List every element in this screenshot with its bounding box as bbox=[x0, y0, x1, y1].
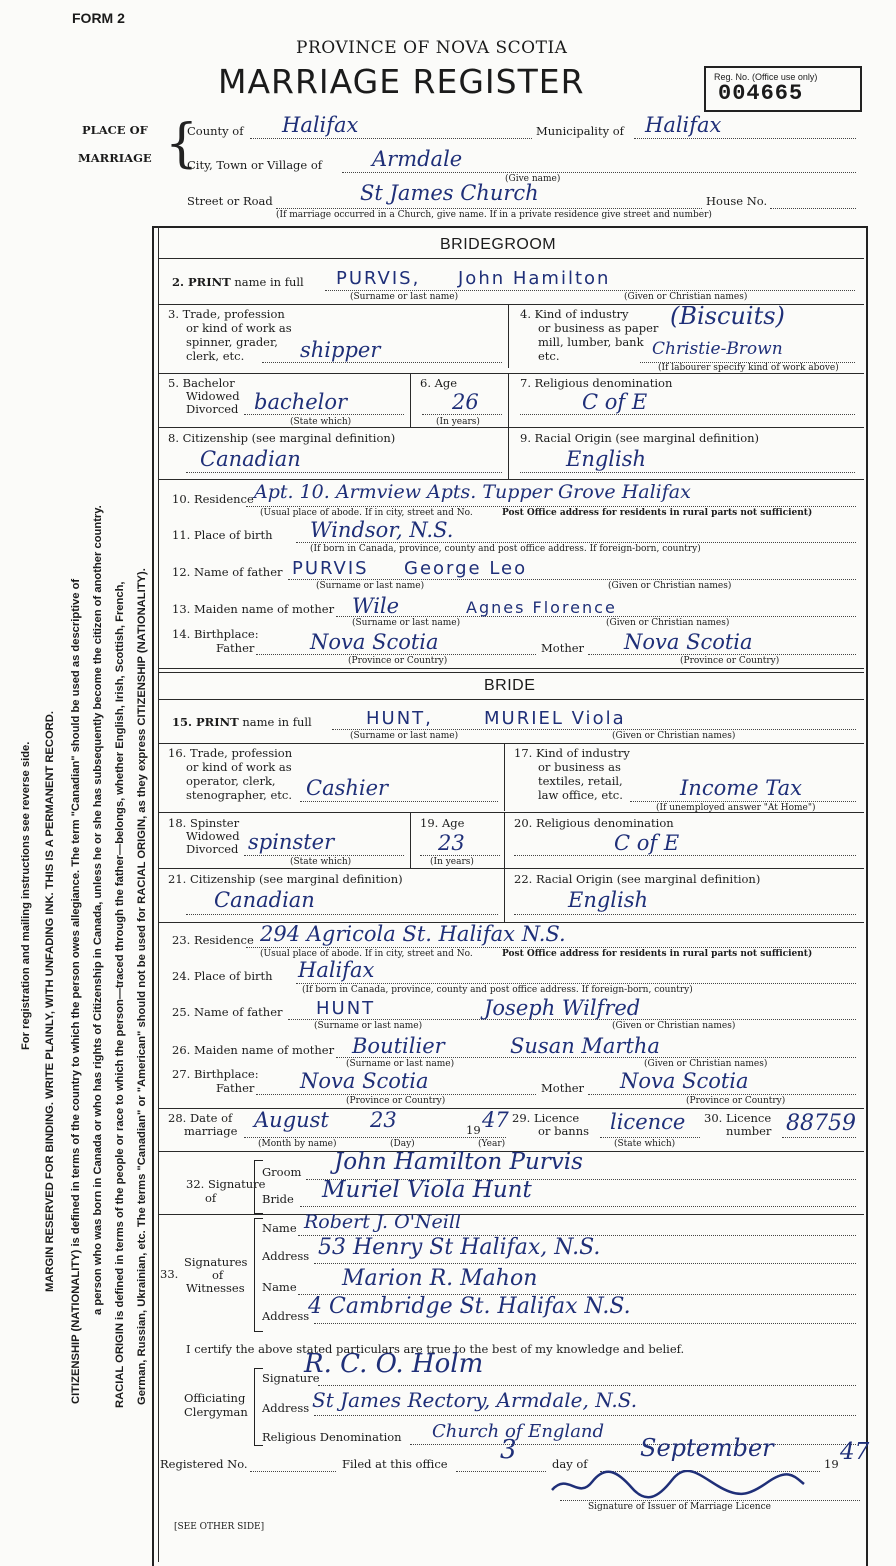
province-country-caption: (Province or Country) bbox=[686, 1096, 786, 1106]
date-label-2: marriage bbox=[184, 1124, 238, 1138]
given-caption: (Given or Christian names) bbox=[612, 731, 736, 741]
groom-status-label-2: Widowed bbox=[186, 389, 240, 403]
groom-citizenship-value: Canadian bbox=[200, 447, 301, 471]
witness1-address-label: Address bbox=[262, 1249, 310, 1263]
groom-age-value: 26 bbox=[452, 390, 479, 414]
date-label-1: 28. Date of bbox=[168, 1111, 233, 1125]
divider bbox=[159, 373, 864, 374]
divider bbox=[159, 258, 864, 259]
bride-residence-value: 294 Agricola St. Halifax N.S. bbox=[260, 922, 566, 946]
given-caption: (Given or Christian names) bbox=[608, 581, 732, 591]
groom-racial-line bbox=[520, 472, 855, 473]
post-office-caption: Post Office address for residents in rural parts not sufficient) bbox=[502, 949, 813, 959]
month-caption: (Month by name) bbox=[258, 1139, 337, 1149]
filed-year: 47 bbox=[840, 1439, 870, 1465]
place-heading-1: PLACE OF bbox=[82, 123, 148, 137]
groom-birthplace-value: Windsor, N.S. bbox=[310, 518, 454, 542]
groom-bp-mother-value: Nova Scotia bbox=[624, 630, 753, 654]
state-which-caption: (State which) bbox=[290, 857, 352, 867]
reg-number-label: Reg. No. (Office use only) bbox=[714, 72, 818, 82]
give-name-caption: (Give name) bbox=[505, 174, 561, 184]
bride-heading: BRIDE bbox=[484, 677, 536, 694]
divider bbox=[159, 868, 864, 869]
bride-signature-line bbox=[300, 1206, 856, 1207]
clergy-denomination-label: Religious Denomination bbox=[262, 1430, 402, 1444]
licence-number-line bbox=[782, 1137, 856, 1138]
street-line bbox=[276, 208, 702, 209]
clergy-denomination: Church of England bbox=[432, 1421, 605, 1442]
post-office-caption: Post Office address for residents in rural parts not sufficient) bbox=[502, 508, 813, 518]
divider bbox=[159, 743, 864, 744]
groom-birthplace-line bbox=[296, 542, 856, 543]
groom-mother-surname: Wile bbox=[352, 594, 400, 618]
bride-trade-label-2: or kind of work as bbox=[186, 760, 292, 774]
bride-industry-label-3: textiles, retail, bbox=[538, 774, 623, 788]
house-label: House No. bbox=[706, 194, 768, 208]
groom-trade-label-4: clerk, etc. bbox=[186, 349, 245, 363]
city-label: City, Town or Village of bbox=[187, 158, 323, 172]
given-caption: (Given or Christian names) bbox=[644, 1059, 768, 1069]
labourer-caption: (If labourer specify kind of work above) bbox=[658, 363, 839, 373]
surname-caption: (Surname or last name) bbox=[350, 292, 459, 302]
given-caption: (Given or Christian names) bbox=[606, 618, 730, 628]
bride-given: MURIEL Viola bbox=[484, 708, 626, 729]
groom-bp-label: 14. Birthplace: bbox=[172, 627, 259, 641]
licence-label-2: or banns bbox=[538, 1124, 590, 1138]
divider bbox=[159, 1214, 864, 1215]
bride-father-label: 25. Name of father bbox=[172, 1005, 283, 1019]
bride-status-line bbox=[244, 855, 404, 856]
bride-bp-mother-line bbox=[588, 1094, 856, 1095]
groom-father-given: George Leo bbox=[404, 558, 528, 579]
in-years-caption: (In years) bbox=[430, 857, 474, 867]
state-which-caption: (State which) bbox=[290, 417, 352, 427]
groom-age-line bbox=[422, 414, 502, 415]
municipality-label: Municipality of bbox=[536, 124, 624, 138]
groom-religion-label: 7. Religious denomination bbox=[520, 376, 673, 390]
marriage-year-prefix: 19 bbox=[466, 1123, 481, 1137]
marriage-year: 47 bbox=[482, 1108, 509, 1132]
groom-father-line bbox=[288, 579, 856, 580]
divider bbox=[508, 304, 509, 368]
reg-number-box bbox=[704, 66, 862, 112]
licence-number-value: 88759 bbox=[786, 1111, 856, 1136]
marriage-day: 23 bbox=[370, 1108, 397, 1132]
certify-text: I certify the above stated particulars are true to the best of my knowledge and belief. bbox=[186, 1342, 685, 1356]
bride-bp-label: 27. Birthplace: bbox=[172, 1067, 259, 1081]
street-label: Street or Road bbox=[187, 194, 273, 208]
groom-bp-mother-label: Mother bbox=[541, 641, 585, 655]
bride-industry-label-1: 17. Kind of industry bbox=[514, 746, 630, 760]
divider bbox=[508, 427, 509, 479]
sidebar-line-1: For registration and mailing instructions see reverse side. bbox=[20, 741, 32, 1050]
day-of-label: day of bbox=[552, 1457, 588, 1471]
bride-signature: Muriel Viola Hunt bbox=[322, 1177, 532, 1203]
province-country-caption: (Province or Country) bbox=[680, 656, 780, 666]
date-line bbox=[244, 1137, 506, 1138]
form-number: FORM 2 bbox=[72, 10, 125, 26]
issuer-signature-mark bbox=[548, 1470, 808, 1500]
groom-bp-mother-line bbox=[588, 654, 856, 655]
bride-birthplace-value: Halifax bbox=[298, 958, 375, 982]
divider bbox=[410, 373, 411, 427]
sidebar-line-5: RACIAL ORIGIN is defined in terms of the people or race to which the person—traced through the father—belongs, whether English, Irish, Scottish, French, bbox=[114, 581, 126, 1408]
licence-label-1: 29. Licence bbox=[512, 1111, 580, 1125]
bride-trade-line bbox=[300, 801, 498, 802]
bride-trade-label-3: operator, clerk, bbox=[186, 774, 276, 788]
bridegroom-heading: BRIDEGROOM bbox=[440, 236, 557, 253]
see-other-side: [SEE OTHER SIDE] bbox=[174, 1522, 265, 1532]
witness1-name-label: Name bbox=[262, 1221, 297, 1235]
bride-birthplace-label: 24. Place of birth bbox=[172, 969, 273, 983]
groom-industry-label-4: etc. bbox=[538, 349, 560, 363]
groom-trade-value: shipper bbox=[300, 338, 381, 362]
witness2-address-line bbox=[314, 1323, 856, 1324]
witness1-address: 53 Henry St Halifax, N.S. bbox=[318, 1235, 601, 1260]
groom-religion-line bbox=[520, 414, 855, 415]
divider bbox=[159, 812, 864, 813]
day-caption: (Day) bbox=[390, 1139, 415, 1149]
bride-religion-label: 20. Religious denomination bbox=[514, 816, 674, 830]
groom-mother-given: Agnes Florence bbox=[466, 598, 617, 617]
divider bbox=[159, 699, 864, 700]
bride-bp-mother-value: Nova Scotia bbox=[620, 1069, 749, 1093]
bride-industry-value: Income Tax bbox=[680, 776, 802, 800]
witness2-address: 4 Cambridge St. Halifax N.S. bbox=[308, 1294, 631, 1319]
issuer-signature-icon bbox=[548, 1470, 808, 1500]
groom-industry-label-1: 4. Kind of industry bbox=[520, 307, 629, 321]
sidebar-line-2: MARGIN RESERVED FOR BINDING. WRITE PLAINLY, WITH UNFADING INK. THIS IS A PERMANENT RECORD. bbox=[44, 711, 56, 1292]
groom-status-line bbox=[244, 414, 404, 415]
filed-label: Filed at this office bbox=[342, 1457, 448, 1471]
bride-bp-father-label: Father bbox=[216, 1081, 255, 1095]
bride-residence-line bbox=[246, 947, 856, 948]
groom-name-line bbox=[325, 290, 855, 291]
witness-label-2: of bbox=[212, 1268, 224, 1282]
surname-caption: (Surname or last name) bbox=[316, 581, 425, 591]
place-heading-2: MARRIAGE bbox=[78, 151, 152, 165]
filed-month: September bbox=[640, 1434, 774, 1462]
divider bbox=[159, 668, 864, 669]
bride-industry-label-2: or business as bbox=[538, 760, 621, 774]
filed-day: 3 bbox=[500, 1435, 517, 1465]
bride-racial-label: 22. Racial Origin (see marginal definition) bbox=[514, 872, 761, 886]
witness-label-3: Witnesses bbox=[186, 1281, 245, 1295]
street-value: St James Church bbox=[360, 181, 539, 205]
groom-industry-value-2: Christie-Brown bbox=[652, 339, 783, 359]
unemployed-caption: (If unemployed answer "At Home") bbox=[656, 803, 816, 813]
filed-year-prefix: 19 bbox=[824, 1457, 839, 1471]
groom-given: John Hamilton bbox=[458, 268, 611, 289]
bride-citizenship-line bbox=[186, 914, 498, 915]
bride-mother-label: 26. Maiden name of mother bbox=[172, 1043, 335, 1057]
born-note-caption: (If born in Canada, province, county and post office address. If foreign-born, country) bbox=[302, 985, 693, 995]
groom-bp-father-label: Father bbox=[216, 641, 255, 655]
bride-religion-line bbox=[514, 855, 856, 856]
bride-citizenship-value: Canadian bbox=[214, 888, 315, 912]
bride-bp-father-value: Nova Scotia bbox=[300, 1069, 429, 1093]
divider bbox=[410, 812, 411, 868]
divider bbox=[159, 672, 864, 673]
bride-birthplace-line bbox=[296, 983, 856, 984]
municipality-line bbox=[634, 138, 856, 139]
in-years-caption: (In years) bbox=[436, 417, 480, 427]
surname-caption: (Surname or last name) bbox=[352, 618, 461, 628]
groom-citizenship-line bbox=[186, 472, 502, 473]
issuer-line bbox=[560, 1500, 860, 1501]
licence-number-label-1: 30. Licence bbox=[704, 1111, 772, 1125]
municipality-value: Halifax bbox=[645, 113, 722, 137]
witness2-name: Marion R. Mahon bbox=[342, 1266, 538, 1291]
licence-number-label-2: number bbox=[726, 1124, 772, 1138]
county-label: County of bbox=[187, 124, 244, 138]
county-line bbox=[250, 138, 532, 139]
groom-residence-label: 10. Residence bbox=[172, 492, 254, 506]
licence-line bbox=[600, 1137, 700, 1138]
licence-value: licence bbox=[610, 1110, 686, 1134]
groom-age-label: 6. Age bbox=[420, 376, 458, 390]
clergy-signature: R. C. O. Holm bbox=[304, 1349, 484, 1379]
witness2-address-label: Address bbox=[262, 1309, 310, 1323]
bride-status-label-1: 18. Spinster bbox=[168, 816, 240, 830]
bride-trade-label-4: stenographer, etc. bbox=[186, 788, 293, 802]
sidebar-line-6: German, Russian, Ukrainian, etc. The terms "Canadian" or "American" should not be used for RACIAL ORIGIN, as they express CITIZENSHIP (NATIONALITY). bbox=[136, 568, 148, 1405]
clergy-address: St James Rectory, Armdale, N.S. bbox=[312, 1388, 638, 1412]
groom-bp-father-line bbox=[256, 654, 536, 655]
state-which-caption: (State which) bbox=[614, 1139, 676, 1149]
clergy-address-label: Address bbox=[262, 1401, 310, 1415]
bride-print-label: 15. PRINT name in full bbox=[172, 715, 312, 729]
groom-status-value: bachelor bbox=[254, 390, 348, 414]
bride-racial-line bbox=[514, 914, 856, 915]
house-line bbox=[770, 208, 856, 209]
bride-bp-father-line bbox=[256, 1094, 536, 1095]
witness1-address-line bbox=[314, 1263, 856, 1264]
witness2-name-label: Name bbox=[262, 1280, 297, 1294]
county-value: Halifax bbox=[282, 113, 359, 137]
groom-trade-line bbox=[262, 362, 502, 363]
issuer-caption: Signature of Issuer of Marriage Licence bbox=[588, 1502, 771, 1512]
province-country-caption: (Province or Country) bbox=[348, 656, 448, 666]
usual-place-caption: (Usual place of abode. If in city, street and No. bbox=[260, 508, 473, 518]
groom-residence-line bbox=[246, 506, 856, 507]
given-caption: (Given or Christian names) bbox=[612, 1021, 736, 1031]
bride-surname: HUNT, bbox=[366, 708, 433, 729]
sidebar-line-4: a person who was born in Canada or who has rights of Citizenship in Canada, unless he or she has subsequently become the citizen of another country. bbox=[92, 505, 104, 1315]
marriage-month: August bbox=[254, 1108, 329, 1132]
groom-father-surname: PURVIS bbox=[292, 558, 369, 579]
bride-residence-label: 23. Residence bbox=[172, 933, 254, 947]
groom-racial-label: 9. Racial Origin (see marginal definition) bbox=[520, 431, 760, 445]
groom-mother-label: 13. Maiden name of mother bbox=[172, 602, 335, 616]
registered-line bbox=[250, 1471, 336, 1472]
groom-surname: PURVIS, bbox=[336, 268, 421, 289]
groom-signature: John Hamilton Purvis bbox=[334, 1149, 583, 1175]
groom-trade-label-2: or kind of work as bbox=[186, 321, 292, 335]
clergy-label-2: Clergyman bbox=[184, 1405, 248, 1419]
witness-num: 33. bbox=[160, 1267, 179, 1281]
divider bbox=[159, 427, 864, 428]
signature-label-2: of bbox=[205, 1191, 217, 1205]
bride-mother-given: Susan Martha bbox=[510, 1034, 660, 1058]
bride-religion-value: C of E bbox=[614, 831, 680, 855]
bride-father-given: Joseph Wilfred bbox=[484, 996, 641, 1020]
divider bbox=[508, 373, 509, 427]
city-line bbox=[342, 172, 856, 173]
born-note-caption: (If born in Canada, province, county and post office address. If foreign-born, country) bbox=[310, 544, 701, 554]
groom-racial-value: English bbox=[566, 447, 647, 471]
filed-line bbox=[456, 1471, 546, 1472]
divider bbox=[504, 812, 505, 868]
bride-trade-value: Cashier bbox=[306, 776, 389, 800]
reg-number: 004665 bbox=[718, 81, 804, 106]
church-note: (If marriage occurred in a Church, give name. If in a private residence give street and number) bbox=[276, 210, 712, 220]
page-title: MARRIAGE REGISTER bbox=[218, 62, 585, 101]
registered-label: Registered No. bbox=[160, 1457, 248, 1471]
province-country-caption: (Province or Country) bbox=[346, 1096, 446, 1106]
bride-status-label-2: Widowed bbox=[186, 829, 240, 843]
bride-bp-mother-label: Mother bbox=[541, 1081, 585, 1095]
bride-citizenship-label: 21. Citizenship (see marginal definition) bbox=[168, 872, 403, 886]
bride-industry-line bbox=[630, 801, 856, 802]
groom-citizenship-label: 8. Citizenship (see marginal definition) bbox=[168, 431, 396, 445]
surname-caption: (Surname or last name) bbox=[314, 1021, 423, 1031]
divider bbox=[504, 868, 505, 922]
witness-label-1: Signatures bbox=[184, 1255, 248, 1269]
bride-status-value: spinster bbox=[248, 830, 335, 854]
groom-trade-label-1: 3. Trade, profession bbox=[168, 307, 285, 321]
clergy-label-1: Officiating bbox=[184, 1391, 246, 1405]
witness1-name: Robert J. O'Neill bbox=[304, 1211, 462, 1233]
sidebar-line-3: CITIZENSHIP (NATIONALITY) is defined in terms of the country to which the person owes allegiance. The term "Canadian" should be used as descriptive of bbox=[70, 578, 82, 1404]
bride-mother-surname: Boutilier bbox=[352, 1034, 445, 1058]
groom-status-label-3: Divorced bbox=[186, 402, 239, 416]
groom-industry-label-3: mill, lumber, bank bbox=[538, 335, 644, 349]
groom-residence-value: Apt. 10. Armview Apts. Tupper Grove Halifax bbox=[254, 481, 691, 503]
bride-father-surname: HUNT bbox=[316, 998, 376, 1019]
clergy-address-line bbox=[314, 1415, 856, 1416]
groom-print-label: 2. PRINT name in full bbox=[172, 275, 304, 289]
bride-signature-label: Bride bbox=[262, 1192, 294, 1206]
bride-trade-label-1: 16. Trade, profession bbox=[168, 746, 293, 760]
usual-place-caption: (Usual place of abode. If in city, street and No. bbox=[260, 949, 473, 959]
groom-industry-value: (Biscuits) bbox=[670, 302, 785, 330]
bride-age-line bbox=[420, 855, 500, 856]
bride-age-value: 23 bbox=[438, 831, 465, 855]
surname-caption: (Surname or last name) bbox=[346, 1059, 455, 1069]
city-value: Armdale bbox=[372, 147, 463, 171]
clergy-denomination-line bbox=[410, 1444, 856, 1445]
place-brace: { bbox=[165, 114, 199, 174]
clergy-signature-line bbox=[318, 1385, 856, 1386]
signature-label-1: 32. Signature bbox=[186, 1177, 266, 1191]
bride-status-label-3: Divorced bbox=[186, 842, 239, 856]
bride-industry-label-4: law office, etc. bbox=[538, 788, 623, 802]
surname-caption: (Surname or last name) bbox=[350, 731, 459, 741]
groom-birthplace-label: 11. Place of birth bbox=[172, 528, 273, 542]
divider bbox=[504, 743, 505, 811]
groom-bp-father-value: Nova Scotia bbox=[310, 630, 439, 654]
groom-religion-value: C of E bbox=[582, 390, 648, 414]
bride-age-label: 19. Age bbox=[420, 816, 465, 830]
bride-racial-value: English bbox=[568, 888, 649, 912]
groom-signature-label: Groom bbox=[262, 1165, 302, 1179]
year-caption: (Year) bbox=[478, 1139, 506, 1149]
given-caption: (Given or Christian names) bbox=[624, 292, 748, 302]
groom-trade-label-3: spinner, grader, bbox=[186, 335, 278, 349]
groom-status-label-1: 5. Bachelor bbox=[168, 376, 235, 390]
groom-father-label: 12. Name of father bbox=[172, 565, 283, 579]
clergy-signature-label: Signature bbox=[262, 1371, 320, 1385]
province-heading: PROVINCE OF NOVA SCOTIA bbox=[296, 38, 568, 58]
groom-industry-label-2: or business as paper bbox=[538, 321, 659, 335]
